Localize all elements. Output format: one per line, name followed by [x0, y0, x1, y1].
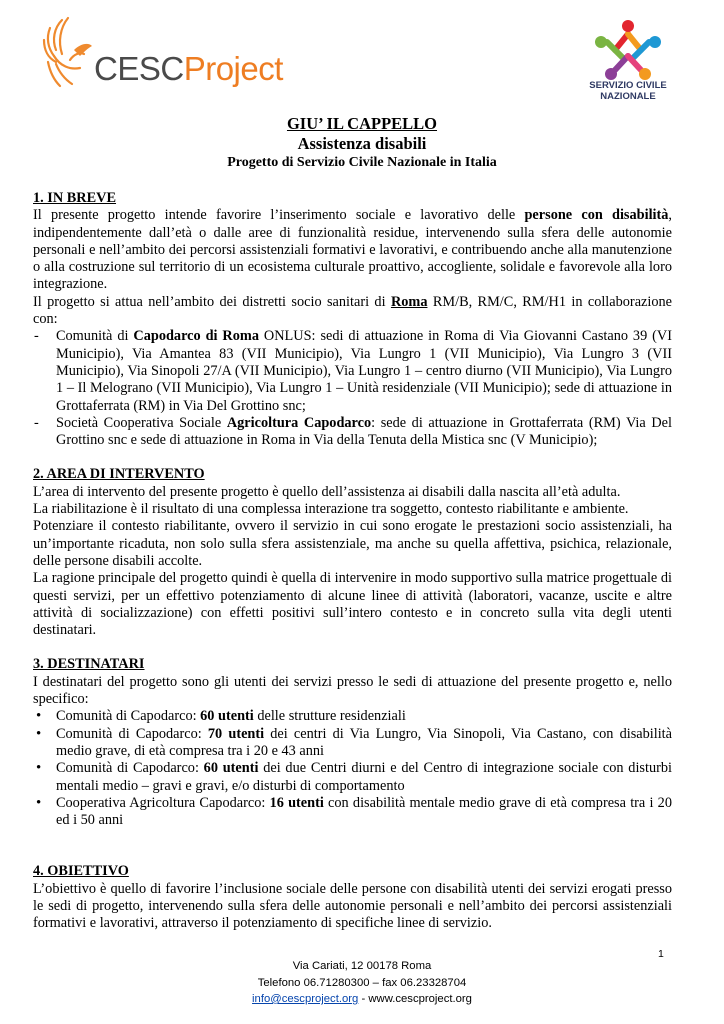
paragraph: Il progetto si attua nell’ambito dei distretti socio sanitari di Roma RM/B, RM/C, RM/H1 in collaborazione con:: [33, 293, 672, 328]
partner-list: [33, 328, 672, 449]
page-subtitle: Assistenza disabili: [297, 134, 427, 153]
section-heading: 1. IN BREVE: [33, 190, 117, 206]
paragraph: I destinatari del progetto sono gli utenti dei servizi presso le sedi di attuazione del presente progetto e, nello specifico:: [33, 673, 672, 708]
list-item: • Cooperativa Agricoltura Capodarco: 16 utenti con disabilità mentale medio grave di età compresa tra i 20 ed i 50 anni: [33, 795, 672, 830]
footer-address: Via Cariati, 12 00178 Roma: [292, 960, 432, 972]
paragraph: L’area di intervento del presente progetto è quello dell’assistenza ai disabili dalla nascita all’età adulta.: [33, 483, 621, 500]
brand-name: CESCProject: [94, 50, 283, 87]
list-item: - Società Cooperativa Sociale Agricoltura Capodarco: sede di attuazione in Grottaferrata (RM) Via Del Grottino snc e sede di attuazione in Roma in Via della Tenuta della Mistica snc (V Municipio);: [33, 415, 672, 450]
email-link[interactable]: info@cescproject.org: [252, 993, 359, 1005]
paragraph: Il presente progetto intende favorire l’inserimento sociale e lavorativo delle persone con disabilità, indipendentemente dall’età o dalle aree di funzionalità residue, intervenendo sulla sfera delle autonomie personali e nell’ambito dei percorsi assistenziali formativi e lavorativi, e contribuendo anche alla manutenzione o alla costruzione sul territorio di un ecosistema culturale proattivo, accogliente, solidale e favorevole alla loro integrazione.: [33, 207, 672, 293]
list-item: • Comunità di Capodarco: 60 utenti delle strutture residenziali: [33, 708, 672, 725]
star-people-icon: [593, 18, 663, 80]
document-body: [33, 190, 672, 933]
footer-phone: Telefono 06.71280300 – fax 06.23328704: [257, 976, 467, 989]
footer-contacts: info@cescproject.org - www.cescproject.org: [252, 993, 472, 1005]
paragraph: L’obiettivo è quello di favorire l’inclusione sociale delle persone con disabilità utenti dei servizi erogati presso le sedi di progetto, intervenendo sulla sfera delle autonomie personali e nell’ambito dei percorsi assistenziali formativi e lavorativi, attraverso il potenziamento di specifiche linee di servizio.: [33, 880, 672, 932]
footer: [0, 958, 724, 1008]
list-item: • Comunità di Capodarco: 70 utenti dei centri di Via Lungro, Via Sinopoli, Via Castano, con disabilità medio grave, di età compresa tra i 20 e 43 anni: [33, 726, 672, 761]
recipients-list: [33, 708, 672, 829]
section-heading: 3. DESTINATARI: [33, 656, 145, 673]
paragraph: La riabilitazione è il risultato di una complessa interazione tra soggetto, contesto riabilitante e ambiente.: [33, 501, 629, 518]
servizio-civile-logo: [578, 18, 678, 110]
website-link[interactable]: www.cescproject.org: [368, 993, 472, 1005]
list-item: - Comunità di Capodarco di Roma ONLUS: sedi di attuazione in Roma di Via Giovanni Castano 39 (VI Municipio), Via Amantea 83 (VII Municipio), Via Lungro 1 (VII Municipio), Via Lungro 3 (VII Municipio), Via Sinopoli 27/A (VII Municipio), Via Lungro 1 – centro diurno (VII Municipio), Via Lungro 1 – Il Melograno (VII Municipio), Via Lungro 1 – Unità residenziale (VII Municipio); sede di attuazione in Grottaferrata (RM) in Via Del Grottino snc;: [33, 328, 672, 414]
page-title: GIU’ IL CAPPELLO: [286, 114, 438, 133]
section-heading: 4. OBIETTIVO: [33, 863, 129, 880]
logo-caption: SERVIZIO CIVILE NAZIONALE: [589, 80, 667, 102]
page-number: 1: [658, 948, 664, 960]
project-type: Progetto di Servizio Civile Nazionale in Italia: [227, 155, 497, 170]
section-heading: 2. AREA DI INTERVENTO: [33, 466, 205, 483]
list-item: • Comunità di Capodarco: 60 utenti dei due Centri diurni e del Centro di integrazione sociale con disturbi mentali medio – gravi e gravi, e/o disturbi di comportamento: [33, 760, 672, 795]
paragraph: Potenziare il contesto riabilitante, ovvero il servizio in cui sono erogate le prestazioni socio assistenziali, ha un’importante ricaduta, non solo sulla sfera assistenziale, ma anche su quella affettiva, psichica, relazionale, delle persone disabili accolte.: [33, 518, 672, 569]
cesc-project-logo: [40, 14, 290, 99]
paragraph: La ragione principale del progetto quindi è quella di intervenire in modo supportivo sulla matrice progettuale di questi servizi, per un effettivo potenziamento di alcune linee di attività (laboratori, vacanze, uscite e altre attività di socializzazione) con effetti positivi sull’intero contesto e in concreto sulla vita degli utenti destinatari.: [33, 570, 672, 639]
